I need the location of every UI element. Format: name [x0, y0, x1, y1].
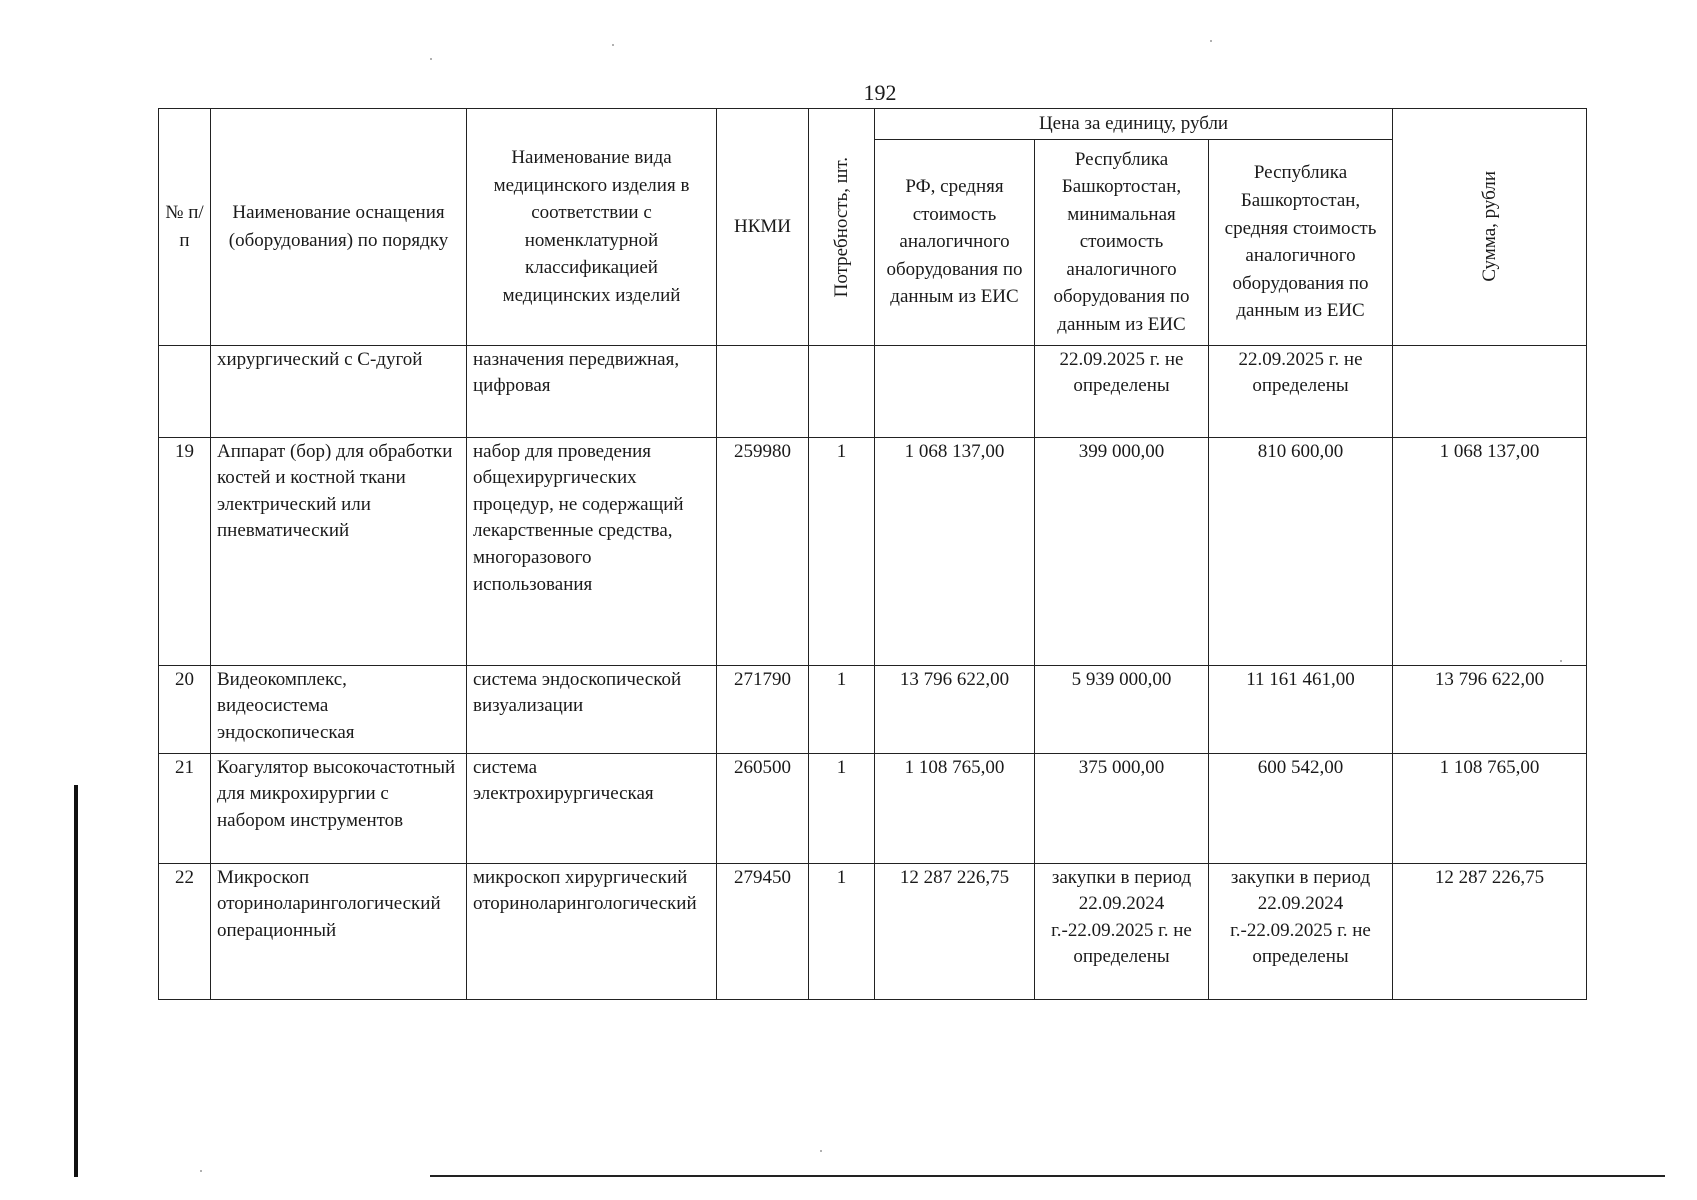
header-sum-cell [1393, 109, 1587, 346]
scan-speck [200, 1170, 202, 1172]
cell-rf-avg [875, 345, 1035, 437]
cell-num: 22 [159, 863, 211, 999]
cell-kind: система электрохирургическая [467, 753, 717, 863]
cell-rb-avg: 600 542,00 [1209, 753, 1393, 863]
cell-rb-avg: 810 600,00 [1209, 437, 1393, 665]
cell-num: 21 [159, 753, 211, 863]
cell-sum: 1 068 137,00 [1393, 437, 1587, 665]
header-rf-avg: РФ, средняя стоимость аналогичного оборудования по данным из ЕИС [875, 139, 1035, 345]
table-body [159, 345, 1587, 999]
cell-nkmi: 271790 [717, 665, 809, 753]
cell-rb-min: 375 000,00 [1035, 753, 1209, 863]
table-row [159, 863, 1587, 999]
cell-kind: назначения передвижная, цифровая [467, 345, 717, 437]
cell-nkmi: 279450 [717, 863, 809, 999]
cell-sum: 1 108 765,00 [1393, 753, 1587, 863]
header-num: № п/п [159, 109, 211, 346]
header-rb-avg: Республика Башкортостан, средняя стоимость аналогичного оборудования по данным из ЕИС [1209, 139, 1393, 345]
cell-need: 1 [809, 665, 875, 753]
scan-speck [612, 44, 614, 46]
cell-rb-avg: закупки в период 22.09.2024 г.-22.09.2025 г. не определены [1209, 863, 1393, 999]
cell-rb-min: закупки в период 22.09.2024 г.-22.09.2025 г. не определены [1035, 863, 1209, 999]
scan-speck [820, 1150, 822, 1152]
cell-rf-avg: 13 796 622,00 [875, 665, 1035, 753]
cell-name: Видеокомплекс, видеосистема эндоскопическая [211, 665, 467, 753]
cell-need: 1 [809, 437, 875, 665]
cell-name: Коагулятор высокочастотный для микрохирургии с набором инструментов [211, 753, 467, 863]
cell-kind: система эндоскопической визуализации [467, 665, 717, 753]
cell-rb-min: 22.09.2025 г. не определены [1035, 345, 1209, 437]
cell-name: хирургический с С-дугой [211, 345, 467, 437]
table-row [159, 753, 1587, 863]
page-number: 192 [863, 80, 897, 105]
header-nkmi: НКМИ [717, 109, 809, 346]
cell-need: 1 [809, 753, 875, 863]
header-kind: Наименование вида медицинского изделия в соответствии с номенклатурной классификацией медицинских изделий [467, 109, 717, 346]
table-row-continuation [159, 345, 1587, 437]
cell-rb-min: 399 000,00 [1035, 437, 1209, 665]
cell-sum: 13 796 622,00 [1393, 665, 1587, 753]
cell-num: 20 [159, 665, 211, 753]
cell-num [159, 345, 211, 437]
cell-kind: микроскоп хирургический оториноларингологический [467, 863, 717, 999]
cell-nkmi: 260500 [717, 753, 809, 863]
cell-name: Микроскоп оториноларингологический операционный [211, 863, 467, 999]
cell-rf-avg: 12 287 226,75 [875, 863, 1035, 999]
cell-name: Аппарат (бор) для обработки костей и костной ткани электрический или пневматический [211, 437, 467, 665]
cell-nkmi: 259980 [717, 437, 809, 665]
table-header [159, 109, 1587, 346]
table-row [159, 665, 1587, 753]
header-name: Наименование оснащения (оборудования) по порядку [211, 109, 467, 346]
cell-rb-avg: 22.09.2025 г. не определены [1209, 345, 1393, 437]
scan-speck [1210, 40, 1212, 42]
bottom-margin-rule [430, 1175, 1665, 1177]
table-row [159, 437, 1587, 665]
header-rb-min: Республика Башкортостан, минимальная стоимость аналогичного оборудования по данным из ЕИС [1035, 139, 1209, 345]
cell-need: 1 [809, 863, 875, 999]
scan-speck [430, 58, 432, 60]
cell-sum [1393, 345, 1587, 437]
scan-speck [1560, 660, 1562, 662]
cell-rb-avg: 11 161 461,00 [1209, 665, 1393, 753]
cell-rb-min: 5 939 000,00 [1035, 665, 1209, 753]
header-need-cell [809, 109, 875, 346]
cell-rf-avg: 1 068 137,00 [875, 437, 1035, 665]
header-price-group: Цена за единицу, рубли [875, 109, 1393, 140]
cell-rf-avg: 1 108 765,00 [875, 753, 1035, 863]
header-need: Потребность, шт. [830, 156, 852, 297]
cell-num: 19 [159, 437, 211, 665]
cell-sum: 12 287 226,75 [1393, 863, 1587, 999]
cell-need [809, 345, 875, 437]
cell-kind: набор для проведения общехирургических процедур, не содержащий лекарственные средства, многоразового использования [467, 437, 717, 665]
header-sum: Сумма, рубли [1478, 171, 1500, 283]
left-margin-rule [74, 785, 78, 1177]
cell-nkmi [717, 345, 809, 437]
equipment-table [158, 108, 1587, 1000]
